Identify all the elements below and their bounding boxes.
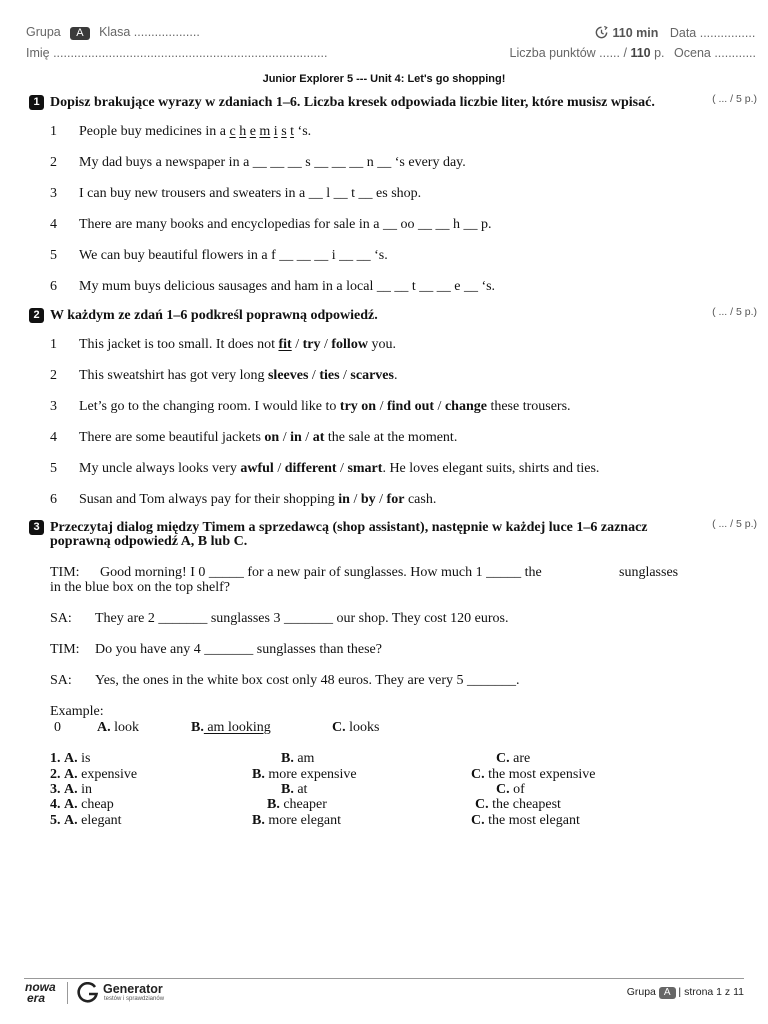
example-option-c bbox=[332, 720, 379, 736]
item-text bbox=[79, 399, 571, 415]
option-letter: A. bbox=[64, 782, 78, 797]
item-text[interactable]: My dad buys a newspaper in a __ __ __ s __ __ __ n __ ‘s every day. bbox=[79, 155, 466, 170]
option-b[interactable] bbox=[267, 797, 327, 813]
task-3-title-line-2: poprawną odpowiedź A, B lub C. bbox=[50, 534, 248, 549]
option-separator: / bbox=[273, 461, 285, 476]
item-text-pre: This sweatshirt has got very long bbox=[79, 368, 268, 383]
option-separator: / bbox=[279, 430, 291, 445]
answer-option[interactable]: in bbox=[290, 430, 302, 445]
option-number: 2. bbox=[50, 767, 61, 782]
dialog-text: Do you have any 4 _______ sunglasses than these? bbox=[95, 642, 382, 657]
dialog-text-continued: in the blue box on the top shelf? bbox=[50, 580, 231, 595]
page-number: | strona 1 z 11 bbox=[678, 986, 744, 998]
option-letter: B. bbox=[281, 782, 294, 797]
item-text-post: cash. bbox=[404, 492, 437, 507]
answer-option[interactable]: at bbox=[312, 430, 325, 445]
option-c[interactable] bbox=[496, 751, 530, 767]
task-1-item bbox=[50, 217, 750, 235]
answer-option[interactable]: ties bbox=[319, 368, 340, 383]
item-number: 1 bbox=[50, 124, 57, 139]
option-letter: C. bbox=[471, 813, 485, 828]
option-separator: / bbox=[291, 337, 303, 352]
group-label: Grupa bbox=[26, 25, 61, 39]
option-number: 1. bbox=[50, 751, 61, 766]
answer-option[interactable]: follow bbox=[331, 337, 368, 352]
item-text-after: ‘s. bbox=[294, 124, 312, 139]
option-text: the cheapest bbox=[492, 797, 561, 812]
task-1-item bbox=[50, 248, 750, 266]
option-text: elegant bbox=[81, 813, 122, 828]
answer-option[interactable]: awful bbox=[240, 461, 274, 476]
option-separator: / bbox=[339, 368, 351, 383]
dialog-text: Good morning! I 0 _____ for a new pair of sunglasses. How much 1 _____ the bbox=[100, 565, 542, 580]
option-b[interactable] bbox=[252, 813, 341, 829]
item-text[interactable]: We can buy beautiful flowers in a f __ __ __ i __ __ ‘s. bbox=[79, 248, 388, 263]
answer-option[interactable]: change bbox=[444, 399, 487, 414]
answer-letter: m bbox=[259, 124, 271, 139]
example-label: Example: bbox=[50, 704, 104, 719]
option-b[interactable] bbox=[281, 751, 314, 767]
option-letter: B. bbox=[281, 751, 294, 766]
option-letter: A. bbox=[97, 720, 111, 735]
task-2-item bbox=[50, 399, 750, 417]
generator-g-icon bbox=[77, 982, 99, 1004]
generator-subtitle: testów i sprawdzianów bbox=[104, 996, 165, 1002]
task-2-item bbox=[50, 368, 750, 386]
option-letter: C. bbox=[332, 720, 346, 735]
option-letter: A. bbox=[64, 813, 78, 828]
item-number: 2 bbox=[50, 155, 57, 170]
item-text-pre: My uncle always looks very bbox=[79, 461, 241, 476]
option-separator: / bbox=[320, 337, 332, 352]
item-text-post: these trousers. bbox=[486, 399, 571, 414]
item-number: 6 bbox=[50, 492, 57, 507]
brand-line-2: era bbox=[27, 991, 46, 1005]
grade-field[interactable]: Ocena ............ bbox=[674, 46, 756, 60]
option-row bbox=[50, 767, 137, 783]
option-text: cheap bbox=[81, 797, 114, 812]
task-2-item bbox=[50, 430, 750, 448]
option-text: cheaper bbox=[283, 797, 327, 812]
points-label: Liczba punktów ...... / bbox=[509, 46, 627, 60]
answer-option[interactable]: find out bbox=[386, 399, 435, 414]
option-a[interactable] bbox=[64, 782, 92, 797]
option-text: more elegant bbox=[268, 813, 342, 828]
task-1-item bbox=[50, 124, 750, 142]
option-letter: C. bbox=[496, 782, 510, 797]
date-field[interactable]: Data ................ bbox=[669, 26, 756, 40]
option-text: in bbox=[81, 782, 93, 797]
task-3-points: ( ... / 5 p.) bbox=[712, 518, 757, 530]
option-number: 4. bbox=[50, 797, 61, 812]
dialog-line bbox=[50, 642, 382, 658]
footer-group-label: Grupa bbox=[626, 986, 656, 998]
option-text: the most expensive bbox=[488, 767, 596, 782]
example-option-a bbox=[97, 720, 139, 736]
option-letter: C. bbox=[471, 767, 485, 782]
time-limit: 110 min bbox=[612, 26, 659, 40]
answer-option[interactable]: sleeves bbox=[267, 368, 309, 383]
option-letter: B. bbox=[267, 797, 280, 812]
option-separator: / bbox=[434, 399, 445, 414]
option-text: am bbox=[297, 751, 315, 766]
name-field[interactable]: Imię ............................................................................... bbox=[26, 46, 328, 60]
brand-line-1: nowa bbox=[25, 980, 56, 994]
option-letter: B. bbox=[252, 767, 265, 782]
clock-icon bbox=[594, 25, 609, 40]
option-a[interactable] bbox=[64, 813, 122, 828]
answer-letter: h bbox=[239, 124, 247, 139]
item-number: 1 bbox=[50, 337, 57, 352]
answer-letter: i bbox=[273, 124, 278, 139]
option-text: looks bbox=[349, 720, 380, 735]
logo-divider bbox=[67, 982, 68, 1004]
page-title: Junior Explorer 5 --- Unit 4: Let's go shopping! bbox=[262, 73, 506, 85]
option-letter: B. bbox=[191, 720, 204, 735]
item-number: 5 bbox=[50, 461, 57, 476]
task-2-number: 2 bbox=[29, 308, 44, 323]
speaker-label: TIM: bbox=[50, 565, 80, 580]
option-separator: / bbox=[375, 492, 387, 507]
speaker-label: SA: bbox=[50, 673, 72, 688]
dialog-text-end: sunglasses bbox=[619, 565, 679, 580]
option-text: are bbox=[513, 751, 531, 766]
option-b[interactable] bbox=[281, 782, 307, 798]
task-1-title: Dopisz brakujące wyrazy w zdaniach 1–6. Liczba kresek odpowiada liczbie liter, które musisz wpisać. bbox=[50, 95, 655, 110]
points-total: 110 bbox=[630, 46, 651, 60]
task-1-number: 1 bbox=[29, 95, 44, 110]
task-2-points: ( ... / 5 p.) bbox=[712, 306, 757, 318]
answer-option[interactable]: for bbox=[386, 492, 405, 507]
option-c[interactable] bbox=[471, 813, 580, 829]
option-number: 3. bbox=[50, 782, 61, 797]
option-separator: / bbox=[349, 492, 361, 507]
item-text-pre: There are some beautiful jackets bbox=[79, 430, 265, 445]
option-letter: A. bbox=[64, 767, 78, 782]
item-text bbox=[79, 492, 436, 508]
answer-option[interactable]: in bbox=[338, 492, 350, 507]
task-1-points: ( ... / 5 p.) bbox=[712, 93, 757, 105]
option-row bbox=[50, 751, 90, 767]
item-number: 2 bbox=[50, 368, 57, 383]
option-letter: A. bbox=[64, 751, 78, 766]
item-number: 4 bbox=[50, 430, 57, 445]
option-a[interactable] bbox=[64, 797, 114, 812]
item-text-pre: This jacket is too small. It does not bbox=[79, 337, 279, 352]
item-text-post: . He loves elegant suits, shirts and ties. bbox=[382, 461, 600, 476]
option-a[interactable] bbox=[64, 751, 90, 766]
answer-letter: t bbox=[290, 124, 295, 139]
option-c[interactable] bbox=[475, 797, 561, 813]
footer-group-badge: A bbox=[659, 987, 676, 999]
item-text bbox=[79, 337, 396, 353]
answer-option[interactable]: try bbox=[302, 337, 321, 352]
option-separator: / bbox=[336, 461, 348, 476]
group-field bbox=[26, 25, 200, 40]
option-c[interactable] bbox=[496, 782, 525, 798]
option-letter: C. bbox=[496, 751, 510, 766]
dialog-line bbox=[50, 611, 509, 627]
answer-option[interactable]: fit bbox=[278, 337, 292, 352]
dialog-line bbox=[50, 673, 520, 689]
dialog-text: They are 2 _______ sunglasses 3 _______ our shop. They cost 120 euros. bbox=[95, 611, 509, 626]
task-3-title: Przeczytaj dialog między Timem a sprzedawcą (shop assistant), następnie w każdej luce 1–6 zaznacz bbox=[50, 520, 648, 535]
class-field[interactable]: Klasa ................... bbox=[99, 25, 200, 39]
task-1-item bbox=[50, 186, 750, 204]
item-text-post: . bbox=[393, 368, 398, 383]
task-1-heading bbox=[29, 93, 655, 111]
item-text[interactable]: I can buy new trousers and sweaters in a __ l __ t __ es shop. bbox=[79, 186, 422, 201]
task-1-item bbox=[50, 279, 750, 297]
item-text[interactable] bbox=[79, 124, 311, 140]
item-text-post: you. bbox=[367, 337, 396, 352]
option-text: is bbox=[81, 751, 91, 766]
page-indicator bbox=[627, 986, 744, 999]
task-3-number: 3 bbox=[29, 520, 44, 535]
option-b[interactable] bbox=[252, 767, 357, 783]
item-number: 6 bbox=[50, 279, 57, 294]
nowa-era-logo bbox=[25, 982, 56, 1004]
item-text bbox=[79, 430, 457, 446]
item-number: 3 bbox=[50, 186, 57, 201]
answer-letter: e bbox=[249, 124, 256, 139]
option-letter: A. bbox=[64, 797, 78, 812]
item-text-pre: Let’s go to the changing room. I would like to bbox=[79, 399, 340, 414]
group-badge: A bbox=[70, 27, 89, 40]
item-text[interactable]: There are many books and encyclopedias for sale in a __ oo __ __ h __ p. bbox=[79, 217, 492, 232]
task-2-title: W każdym ze zdań 1–6 podkreśl poprawną odpowiedź. bbox=[50, 308, 378, 323]
generator-title: Generator bbox=[103, 982, 163, 996]
answer-option[interactable]: by bbox=[360, 492, 376, 507]
item-text-post: the sale at the moment. bbox=[324, 430, 458, 445]
option-row bbox=[50, 797, 114, 813]
option-number: 5. bbox=[50, 813, 61, 828]
answer-letter: c bbox=[229, 124, 236, 139]
item-number: 4 bbox=[50, 217, 57, 232]
option-text: the most elegant bbox=[488, 813, 580, 828]
answer-option[interactable]: on bbox=[264, 430, 280, 445]
dialog-line bbox=[50, 565, 542, 581]
option-text: expensive bbox=[81, 767, 138, 782]
speaker-label: TIM: bbox=[50, 642, 80, 657]
answer-option[interactable]: scarves bbox=[350, 368, 394, 383]
option-separator: / bbox=[308, 368, 320, 383]
answer-letter: s bbox=[281, 124, 287, 139]
option-letter: C. bbox=[475, 797, 489, 812]
item-number: 3 bbox=[50, 399, 57, 414]
footer-divider bbox=[24, 978, 744, 979]
option-row bbox=[50, 813, 122, 829]
task-2-heading bbox=[29, 306, 378, 324]
item-text bbox=[79, 461, 599, 477]
option-text: of bbox=[513, 782, 525, 797]
item-number: 5 bbox=[50, 248, 57, 263]
dialog-text: Yes, the ones in the white box cost only 48 euros. They are very 5 _______. bbox=[95, 673, 520, 688]
option-separator: / bbox=[376, 399, 387, 414]
task-2-item bbox=[50, 461, 750, 479]
points-suffix: p. bbox=[654, 46, 665, 60]
answer-option[interactable]: different bbox=[284, 461, 337, 476]
task-2-item bbox=[50, 492, 750, 510]
task-1-item bbox=[50, 155, 750, 173]
option-text: at bbox=[297, 782, 308, 797]
option-row bbox=[50, 782, 92, 798]
item-text bbox=[79, 368, 397, 384]
option-a[interactable] bbox=[64, 767, 137, 782]
item-text[interactable]: My mum buys delicious sausages and ham in a local __ __ t __ __ e __ ‘s. bbox=[79, 279, 496, 294]
answer-option[interactable]: try on bbox=[339, 399, 377, 414]
option-separator: / bbox=[301, 430, 313, 445]
option-text: more expensive bbox=[268, 767, 357, 782]
option-c[interactable] bbox=[471, 767, 595, 783]
option-text: am looking bbox=[203, 720, 271, 735]
points-and-grade bbox=[510, 46, 756, 60]
task-2-item bbox=[50, 337, 750, 355]
option-text: look bbox=[114, 720, 140, 735]
example-option-b bbox=[191, 720, 271, 736]
item-text-pre: Susan and Tom always pay for their shopping bbox=[79, 492, 339, 507]
item-text-before: People buy medicines in a bbox=[79, 124, 230, 139]
time-and-date bbox=[594, 25, 755, 40]
speaker-label: SA: bbox=[50, 611, 72, 626]
option-letter: B. bbox=[252, 813, 265, 828]
example-number: 0 bbox=[54, 720, 61, 735]
answer-option[interactable]: smart bbox=[347, 461, 383, 476]
